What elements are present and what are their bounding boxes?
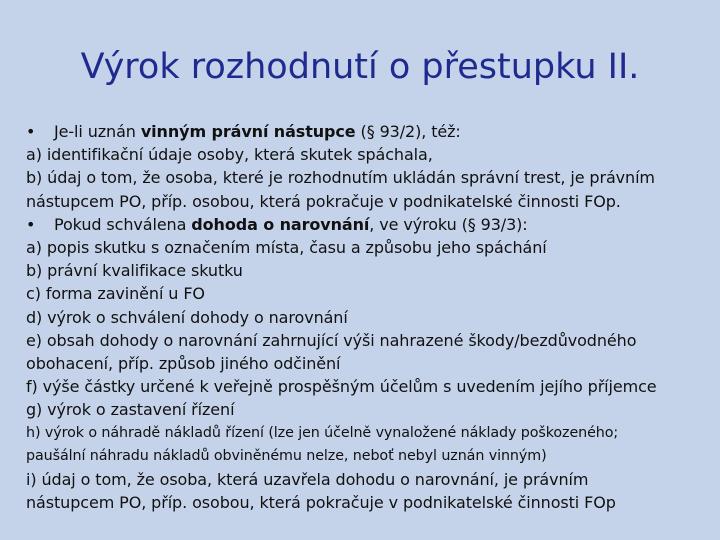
list-item: d) výrok o schválení dohody o narovnání: [26, 307, 348, 327]
bullet-icon: •: [26, 214, 36, 234]
bullet-text-post: (§ 93/2), též:: [355, 122, 461, 141]
list-item: b) údaj o tom, že osoba, které je rozhodnutím ukládán správní trest, je právním: [26, 168, 655, 188]
slide-title: Výrok rozhodnutí o přestupku II.: [80, 47, 640, 87]
list-item: nástupcem PO, příp. osobou, která pokračuje v podnikatelské činnosti FOp.: [26, 191, 621, 211]
bullet-text-pre: Je-li uznán: [54, 122, 141, 141]
bullet-text-bold: dohoda o narovnání: [191, 214, 370, 234]
list-item: i) údaj o tom, že osoba, která uzavřela dohodu o narovnání, je právním: [26, 470, 589, 490]
slide-body: [26, 120, 706, 514]
bullet-text-pre: Pokud schválena: [54, 214, 192, 234]
list-item: e) obsah dohody o narovnání zahrnující výši nahrazené škody/bezdůvodného: [26, 330, 637, 350]
list-item: nástupcem PO, příp. osobou, která pokračuje v podnikatelské činnosti FOp: [26, 493, 616, 513]
bullet-icon: •: [26, 122, 36, 141]
list-item: a) identifikační údaje osoby, která skutek spáchala,: [26, 145, 433, 165]
list-item: c) forma zavinění u FO: [26, 284, 205, 304]
list-item: g) výrok o zastavení řízení: [26, 400, 235, 420]
list-item: h) výrok o náhradě nákladů řízení (lze jen účelně vynaložené náklady poškozeného;: [26, 424, 619, 441]
bullet-text-bold: vinným právní nástupce: [140, 122, 356, 141]
list-item: f) výše částky určené k veřejně prospěšným účelům s uvedením jejího příjemce: [26, 377, 657, 397]
bullet-vinny-pravni-nastupce: [26, 120, 706, 143]
list-item: paušální náhradu nákladů obviněnému nelze, neboť nebyl uznán vinným): [26, 447, 547, 464]
bullet-text-post: , ve výroku (§ 93/3):: [369, 214, 528, 234]
bullet-dohoda-o-narovnani: [26, 213, 706, 236]
list-item: a) popis skutku s označením místa, času a způsobu jeho spáchání: [26, 238, 547, 258]
list-item: b) právní kvalifikace skutku: [26, 261, 243, 281]
list-item: obohacení, příp. způsob jiného odčinění: [26, 354, 341, 374]
